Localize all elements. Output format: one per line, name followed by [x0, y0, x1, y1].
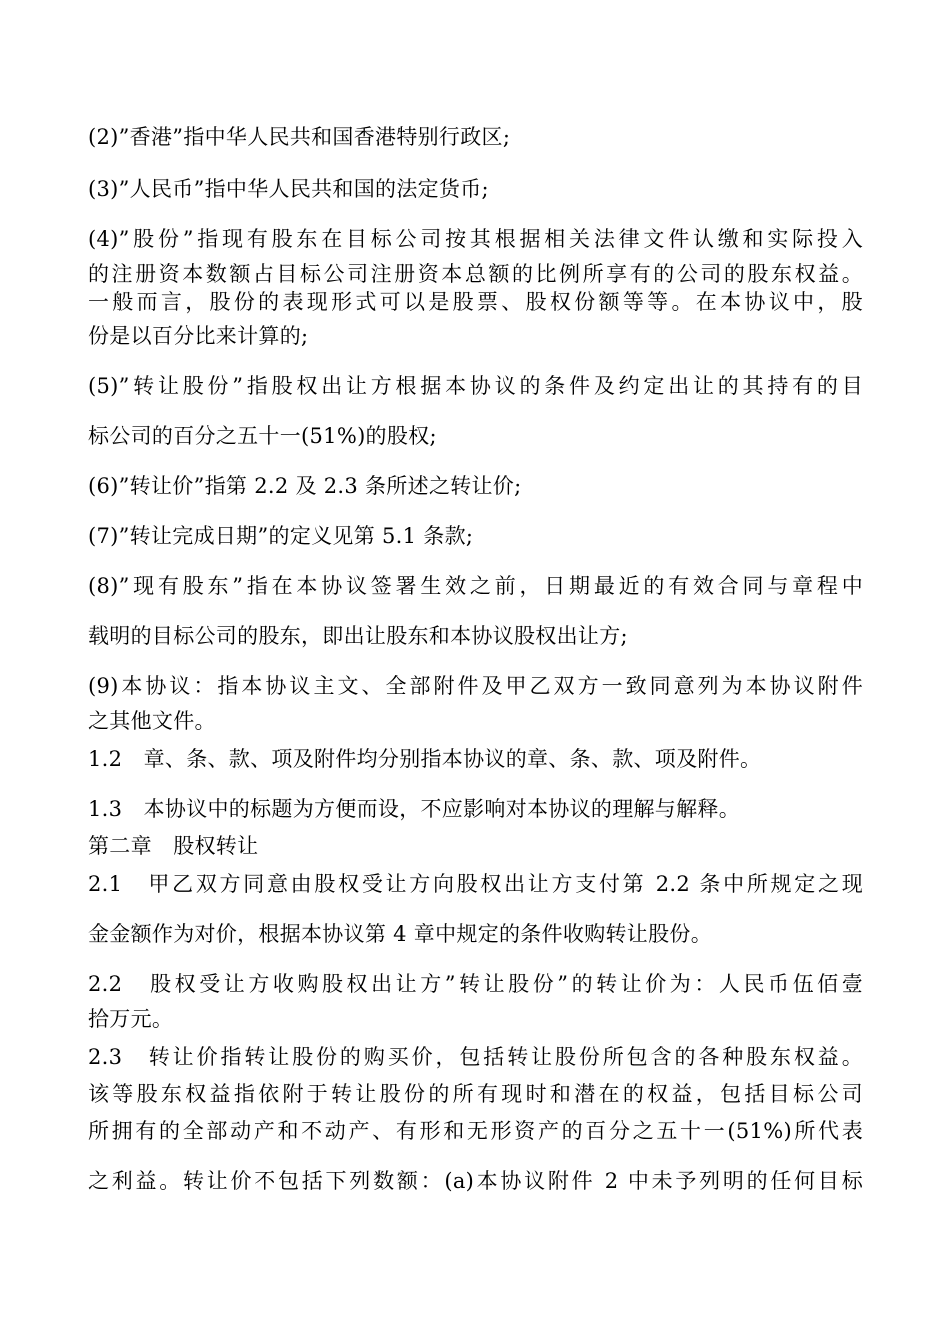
text-line: 1.2 章、条、款、项及附件均分别指本协议的章、条、款、项及附件。	[88, 747, 762, 771]
text-line: (6)”转让价”指第 2.2 及 2.3 条所述之转让价;	[88, 474, 522, 498]
text-line: 金金额作为对价，根据本协议第 4 章中规定的条件收购转让股份。	[88, 922, 713, 946]
text-line: (8)”现有股东”指在本协议签署生效之前，日期最近的有效合同与章程中	[88, 574, 863, 598]
text-line: 一般而言，股份的表现形式可以是股票、股权份额等等。在本协议中，股	[88, 290, 863, 314]
text-line: 份是以百分比来计算的;	[88, 324, 309, 348]
text-line: 2.3 转让价指转让股份的购买价，包括转让股份所包含的各种股东权益。	[88, 1045, 863, 1069]
text-line: (5)”转让股份”指股权出让方根据本协议的条件及约定出让的其持有的目	[88, 374, 863, 398]
text-line: 之其他文件。	[88, 709, 216, 733]
text-line: 载明的目标公司的股东，即出让股东和本协议股权出让方;	[88, 624, 628, 648]
text-line: 2.2 股权受让方收购股权出让方”转让股份”的转让价为：人民币伍佰壹	[88, 972, 863, 996]
text-line: 的注册资本数额占目标公司注册资本总额的比例所享有的公司的股东权益。	[88, 262, 863, 286]
text-line: 该等股东权益指依附于转让股份的所有现时和潜在的权益，包括目标公司	[88, 1082, 863, 1106]
text-line: 标公司的百分之五十一(51%)的股权;	[88, 424, 437, 448]
text-line: 之利益。转让价不包括下列数额：(a)本协议附件 2 中未予列明的任何目标	[88, 1169, 863, 1193]
text-line: 拾万元。	[88, 1007, 174, 1031]
text-line: 1.3 本协议中的标题为方便而设，不应影响对本协议的理解与解释。	[88, 797, 740, 821]
text-line: 所拥有的全部动产和不动产、有形和无形资产的百分之五十一(51%)所代表	[88, 1119, 863, 1143]
text-line: (9)本协议：指本协议主文、全部附件及甲乙双方一致同意列为本协议附件	[88, 674, 863, 698]
section-heading: 第二章 股权转让	[88, 834, 259, 858]
text-line: 2.1 甲乙双方同意由股权受让方向股权出让方支付第 2.2 条中所规定之现	[88, 872, 863, 896]
text-line: (4)”股份”指现有股东在目标公司按其根据相关法律文件认缴和实际投入	[88, 227, 863, 251]
text-line: (7)”转让完成日期”的定义见第 5.1 条款;	[88, 524, 474, 548]
text-line: (2)”香港”指中华人民共和国香港特别行政区;	[88, 125, 511, 149]
text-line: (3)”人民币”指中华人民共和国的法定货币;	[88, 177, 489, 201]
